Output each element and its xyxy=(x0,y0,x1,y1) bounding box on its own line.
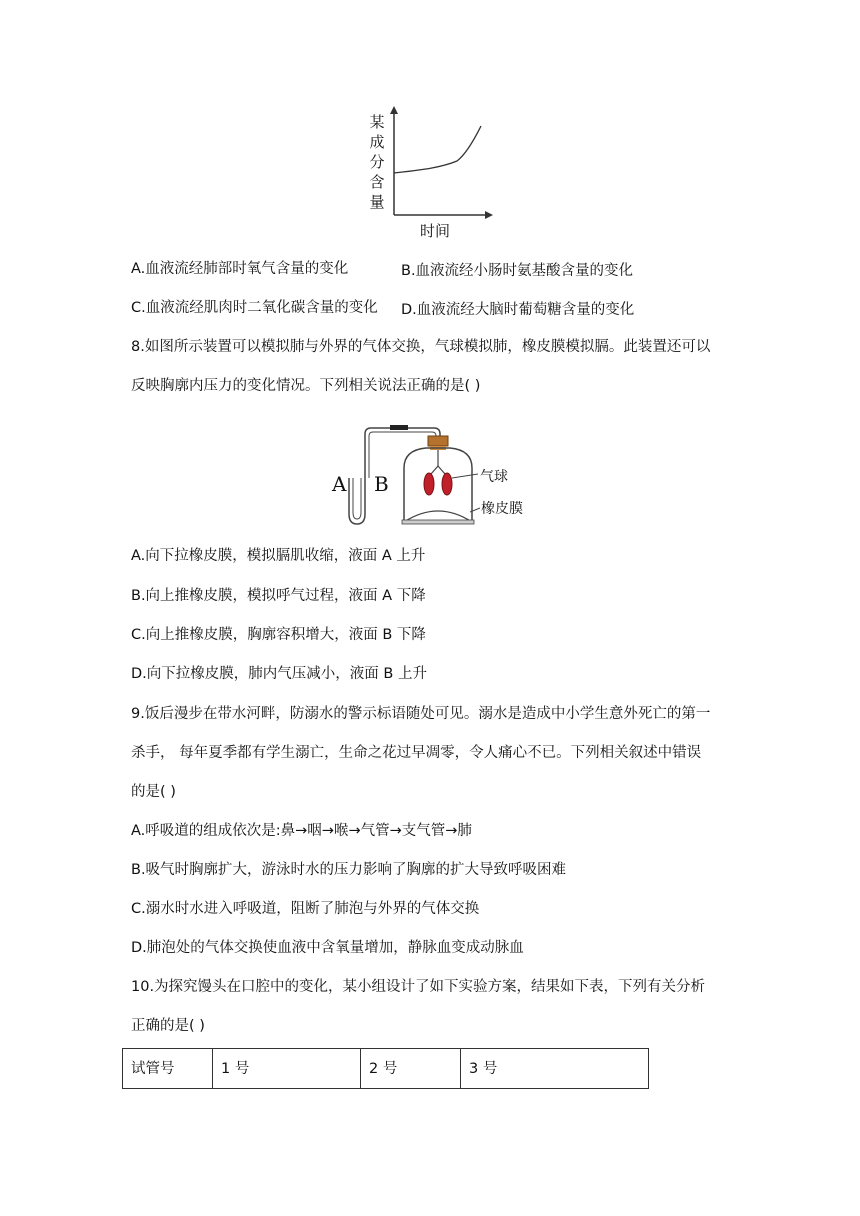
label-a: A xyxy=(332,472,347,496)
q9-stem-line3: 的是( ) xyxy=(131,784,176,800)
q9-stem-line2: 杀手， 每年夏季都有学生溺亡，生命之花过早凋零，令人痛心不已。下列相关叙述中错误 xyxy=(131,745,702,761)
q9-option-a: A.呼吸道的组成依次是:鼻→咽→喉→气管→支气管→肺 xyxy=(131,823,472,839)
q10-stem-line1: 10.为探究馒头在口腔中的变化，某小组设计了如下实验方案，结果如下表，下列有关分析 xyxy=(131,979,706,995)
q8-option-b: B.向上推橡皮膜，模拟呼气过程，液面 A 下降 xyxy=(131,588,426,604)
table-row xyxy=(123,1049,649,1089)
q8-option-c: C.向上推橡皮膜，胸廓容积增大，液面 B 下降 xyxy=(131,627,426,643)
x-axis-label: 时间 xyxy=(420,222,451,240)
q7-option-b: B.血液流经小肠时氨基酸含量的变化 xyxy=(401,263,634,279)
q8-stem-line1: 8.如图所示装置可以模拟肺与外界的气体交换，气球模拟肺，橡皮膜模拟膈。此装置还可以 xyxy=(131,339,711,355)
label-b: B xyxy=(374,472,389,496)
table-header-cell: 1 号 xyxy=(213,1049,361,1089)
table-header-cell: 试管号 xyxy=(123,1049,213,1089)
q9-option-b: B.吸气时胸廓扩大，游泳时水的压力影响了胸廓的扩大导致呼吸困难 xyxy=(131,862,567,878)
lung-model-figure xyxy=(330,408,540,530)
q7-option-d: D.血液流经大脑时葡萄糖含量的变化 xyxy=(401,302,635,318)
q8-option-d: D.向下拉橡皮膜，肺内气压减小，液面 B 上升 xyxy=(131,666,427,682)
balloon-label: 气球 xyxy=(480,469,508,485)
figure-content-curve xyxy=(360,100,500,245)
membrane-label: 橡皮膜 xyxy=(481,501,523,517)
q9-stem-line1: 9.饭后漫步在带水河畔，防溺水的警示标语随处可见。溺水是造成中小学生意外死亡的第一 xyxy=(131,706,711,722)
q9-option-d: D.肺泡处的气体交换使血液中含氧量增加，静脉血变成动脉血 xyxy=(131,940,524,956)
q9-option-c: C.溺水时水进入呼吸道，阻断了肺泡与外界的气体交换 xyxy=(131,901,480,917)
q7-option-a: A.血液流经肺部时氧气含量的变化 xyxy=(131,261,349,277)
q10-stem-line2: 正确的是( ) xyxy=(131,1018,205,1034)
table-header-cell: 2 号 xyxy=(361,1049,461,1089)
q8-stem-line2: 反映胸廓内压力的变化情况。下列相关说法正确的是( ) xyxy=(131,378,481,394)
q8-option-a: A.向下拉橡皮膜，模拟膈肌收缩，液面 A 上升 xyxy=(131,548,426,564)
q7-option-c: C.血液流经肌肉时二氧化碳含量的变化 xyxy=(131,300,378,316)
table-header-cell: 3 号 xyxy=(461,1049,649,1089)
experiment-table xyxy=(122,1048,649,1089)
y-axis-label: 某成分含量 xyxy=(369,113,385,211)
